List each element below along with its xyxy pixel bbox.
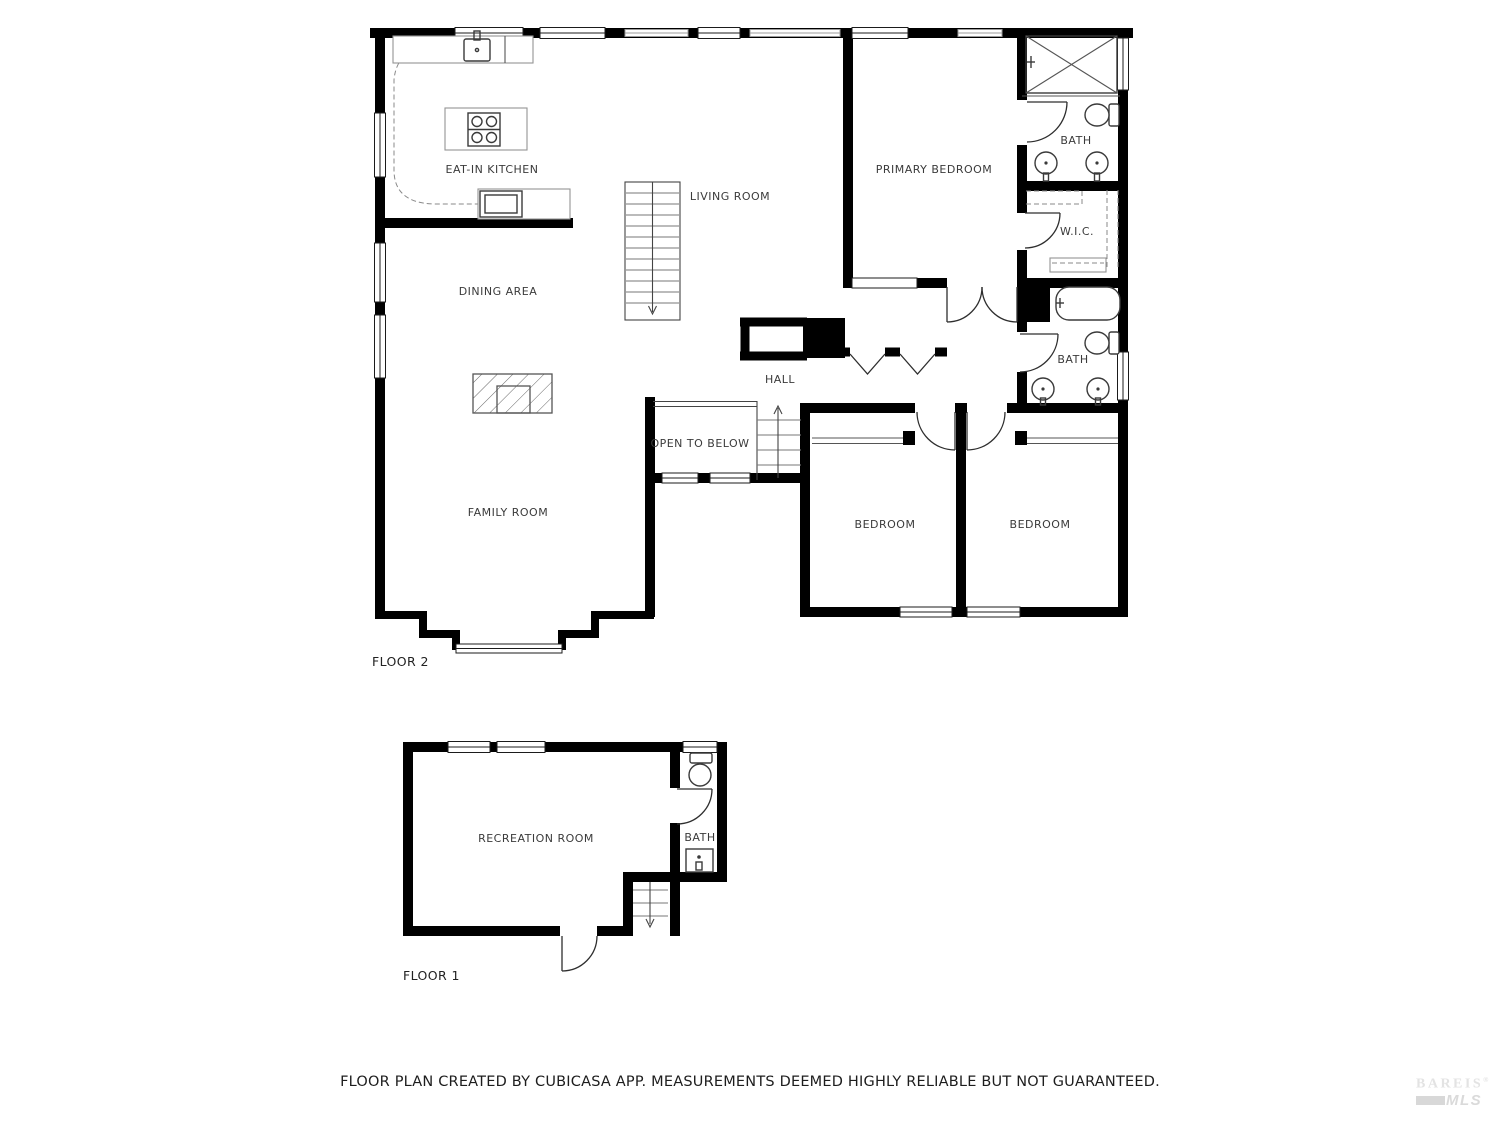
floor1-bath-fixtures — [677, 753, 716, 872]
primary-bath-fixtures — [1022, 36, 1120, 181]
room-label-bedroom-right: BEDROOM — [1009, 518, 1071, 531]
kitchen-counter-top — [393, 36, 533, 63]
kitchen-sink — [464, 39, 490, 61]
room-label-floor1-bath: BATH — [684, 831, 716, 844]
room-label-dining-area: DINING AREA — [458, 285, 538, 298]
room-label-living-room: LIVING ROOM — [689, 190, 771, 203]
room-label-eat-in-kitchen: EAT-IN KITCHEN — [445, 163, 539, 176]
floor1-labels — [403, 831, 716, 983]
living-room-stairs — [625, 182, 680, 320]
bifold-door — [900, 354, 935, 374]
kitchen-counter-lower — [478, 189, 570, 219]
toilet-tank — [690, 753, 712, 763]
floor1-stairs — [633, 882, 668, 927]
kitchen-fixtures — [393, 31, 570, 219]
floor1-entry-door — [562, 936, 597, 971]
toilet-bowl — [689, 764, 711, 786]
bathtub — [1056, 287, 1120, 320]
fireplace — [473, 374, 552, 413]
sink-square — [686, 849, 713, 872]
room-label-hall-bath: BATH — [1057, 353, 1089, 366]
room-label-family-room: FAMILY ROOM — [467, 506, 549, 519]
mls-watermark-logo — [1416, 1077, 1500, 1108]
floor1-plan — [403, 742, 727, 984]
toilet-tank — [1109, 332, 1119, 354]
disclaimer-text: FLOOR PLAN CREATED BY CUBICASA APP. MEASUREMENTS DEEMED HIGHLY RELIABLE BUT NOT GUARANTEED. — [340, 1074, 1160, 1090]
watermark-mls: MLS — [1446, 1091, 1483, 1109]
room-label-primary-bath: BATH — [1060, 134, 1092, 147]
cased-opening — [852, 278, 917, 288]
room-label-primary-bedroom: PRIMARY BEDROOM — [875, 163, 993, 176]
bath-door-swing — [1020, 334, 1058, 372]
wic-door-swing — [1025, 213, 1060, 248]
bifold-door — [850, 354, 885, 374]
room-label-bedroom-left: BEDROOM — [854, 518, 916, 531]
floor2-doors — [850, 287, 1017, 450]
room-label-wic: W.I.C. — [1059, 225, 1095, 238]
chimney-block — [803, 318, 845, 358]
floor2-title: FLOOR 2 — [372, 654, 429, 669]
toilet-bowl — [1085, 332, 1109, 354]
floor1-title: FLOOR 1 — [403, 968, 460, 983]
room-label-recreation-room: RECREATION ROOM — [478, 832, 594, 845]
toilet-bowl — [1085, 104, 1109, 126]
toilet-tank — [1109, 104, 1119, 126]
room-label-open-to-below: OPEN TO BELOW — [650, 437, 750, 450]
watermark-brand: BAREIS® — [1416, 1076, 1489, 1092]
floor2-plan — [370, 28, 1133, 670]
bath-door-swing — [677, 789, 712, 824]
entry-door-swing — [562, 936, 597, 971]
wall-chunk — [1017, 278, 1050, 322]
watermark-bar — [1416, 1096, 1445, 1105]
registered-trademark-icon: ® — [1483, 1076, 1489, 1084]
room-label-hall: HALL — [764, 373, 796, 386]
